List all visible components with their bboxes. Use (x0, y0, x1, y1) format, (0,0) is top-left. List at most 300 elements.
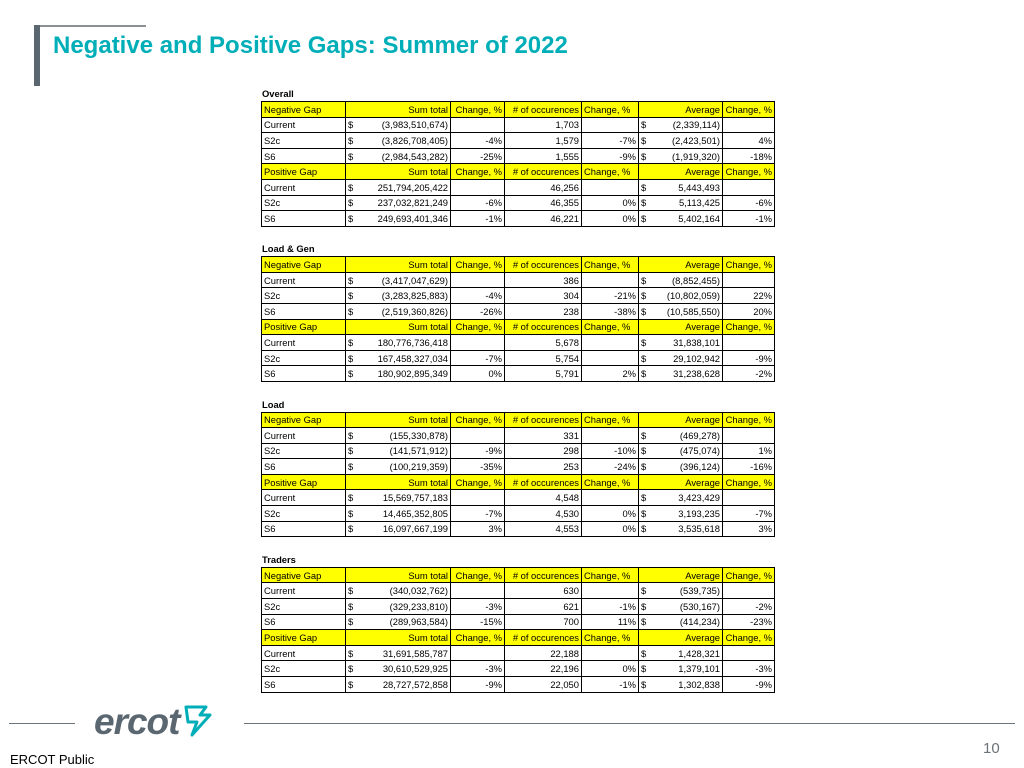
sum-total-cell-value: (329,233,810) (389, 600, 448, 612)
table-row (262, 148, 775, 164)
sum-change-cell: -26% (451, 304, 505, 320)
header-cell: # of occurences (505, 567, 582, 583)
sum-total-cell (346, 676, 451, 692)
table-row (262, 211, 775, 227)
sum-change-cell (451, 179, 505, 195)
average-cell-value: (414,234) (679, 616, 720, 628)
positive-gap-header-row (262, 630, 775, 646)
header-cell: Change, % (723, 257, 775, 273)
sum-total-cell (346, 614, 451, 630)
occurrences-change-cell (582, 490, 639, 506)
header-cell: # of occurences (505, 319, 582, 335)
row-label: S2c (262, 598, 346, 614)
header-cell: Average (639, 257, 723, 273)
average-change-cell (723, 179, 775, 195)
currency-symbol: $ (641, 507, 647, 519)
average-cell (639, 148, 723, 164)
occurrences-change-cell: -1% (582, 676, 639, 692)
sum-change-cell: -15% (451, 614, 505, 630)
average-cell-value: (396,124) (679, 461, 720, 473)
occurrences-change-cell: -38% (582, 304, 639, 320)
table-row (262, 506, 775, 522)
currency-symbol: $ (641, 368, 647, 380)
footer-divider-left (9, 723, 75, 724)
section-title: Overall (262, 88, 294, 99)
section-3 (261, 553, 773, 693)
currency-symbol: $ (348, 337, 354, 349)
table-row (262, 133, 775, 149)
average-cell (639, 211, 723, 227)
sum-total-cell (346, 211, 451, 227)
sum-total-cell (346, 428, 451, 444)
sum-total-cell (346, 304, 451, 320)
sum-change-cell (451, 117, 505, 133)
header-cell: Change, % (582, 630, 639, 646)
average-change-cell: -1% (723, 211, 775, 227)
sum-total-cell (346, 195, 451, 211)
sum-total-cell-value: (141,571,912) (389, 445, 448, 457)
currency-symbol: $ (348, 274, 354, 286)
currency-symbol: $ (348, 134, 354, 146)
currency-symbol: $ (641, 600, 647, 612)
average-change-cell: -16% (723, 459, 775, 475)
header-cell: Change, % (582, 474, 639, 490)
sum-total-cell (346, 179, 451, 195)
table-row (262, 598, 775, 614)
header-cell: Positive Gap (262, 164, 346, 180)
currency-symbol: $ (641, 305, 647, 317)
average-change-cell: -6% (723, 195, 775, 211)
sum-total-cell (346, 521, 451, 537)
currency-symbol: $ (348, 507, 354, 519)
average-cell-value: 31,238,628 (673, 368, 720, 380)
page-number: 10 (983, 740, 1000, 757)
section-title: Traders (262, 553, 296, 565)
table-row (262, 614, 775, 630)
occurrences-cell: 46,221 (505, 211, 582, 227)
occurrences-cell: 621 (505, 598, 582, 614)
header-cell: Positive Gap (262, 630, 346, 646)
currency-symbol: $ (348, 647, 354, 659)
average-change-cell: -18% (723, 148, 775, 164)
average-cell (639, 117, 723, 133)
sum-total-cell (346, 117, 451, 133)
average-cell (639, 490, 723, 506)
table-row (262, 490, 775, 506)
average-change-cell: -23% (723, 614, 775, 630)
occurrences-change-cell: 0% (582, 211, 639, 227)
occurrences-cell: 46,256 (505, 179, 582, 195)
header-cell: # of occurences (505, 257, 582, 273)
sum-total-cell-value: (2,984,543,282) (381, 150, 448, 162)
occurrences-cell: 22,196 (505, 661, 582, 677)
header-cell: Average (639, 567, 723, 583)
average-cell-value: (8,852,455) (672, 274, 720, 286)
header-cell: Sum total (346, 412, 451, 428)
sum-total-cell-value: (155,330,878) (389, 429, 448, 441)
header-cell: Negative Gap (262, 257, 346, 273)
row-label: S6 (262, 459, 346, 475)
average-cell (639, 583, 723, 599)
average-cell (639, 428, 723, 444)
average-change-cell: 3% (723, 521, 775, 537)
average-cell-value: 1,379,101 (678, 663, 720, 675)
sum-total-cell-value: (3,417,047,629) (381, 274, 448, 286)
occurrences-cell: 4,530 (505, 506, 582, 522)
average-change-cell: -9% (723, 676, 775, 692)
sum-total-cell-value: (100,219,359) (389, 461, 448, 473)
sum-total-cell (346, 288, 451, 304)
currency-symbol: $ (641, 585, 647, 597)
header-cell: Change, % (723, 164, 775, 180)
header-cell: Sum total (346, 257, 451, 273)
header-cell: Change, % (582, 102, 639, 118)
currency-symbol: $ (641, 663, 647, 675)
section-0 (261, 87, 773, 227)
sum-total-cell (346, 335, 451, 351)
average-change-cell: 1% (723, 443, 775, 459)
ercot-logo (94, 700, 234, 742)
row-label: S6 (262, 366, 346, 382)
occurrences-change-cell (582, 272, 639, 288)
sum-total-cell (346, 598, 451, 614)
occurrences-change-cell: 11% (582, 614, 639, 630)
header-cell: Negative Gap (262, 412, 346, 428)
sum-total-cell (346, 148, 451, 164)
row-label: Current (262, 179, 346, 195)
header-cell: Change, % (451, 630, 505, 646)
occurrences-cell: 253 (505, 459, 582, 475)
average-cell-value: (1,919,320) (672, 150, 720, 162)
sum-total-cell-value: (3,983,510,674) (381, 119, 448, 131)
table-row (262, 366, 775, 382)
row-label: S2c (262, 506, 346, 522)
occurrences-cell: 630 (505, 583, 582, 599)
occurrences-cell: 1,579 (505, 133, 582, 149)
row-label: S6 (262, 676, 346, 692)
average-change-cell (723, 490, 775, 506)
row-label: S6 (262, 304, 346, 320)
average-change-cell: 4% (723, 133, 775, 149)
occurrences-cell: 22,050 (505, 676, 582, 692)
currency-symbol: $ (641, 134, 647, 146)
header-cell: Average (639, 102, 723, 118)
currency-symbol: $ (348, 445, 354, 457)
sum-total-cell-value: 16,097,667,199 (382, 523, 448, 535)
positive-gap-header-row (262, 474, 775, 490)
gap-table (261, 256, 775, 382)
currency-symbol: $ (641, 647, 647, 659)
header-cell: Sum total (346, 164, 451, 180)
gap-tables (261, 87, 773, 708)
page-title: Negative and Positive Gaps: Summer of 2022 (53, 32, 568, 59)
average-cell-value: 1,302,838 (678, 678, 720, 690)
average-cell-value: 5,443,493 (678, 181, 720, 193)
occurrences-cell: 5,754 (505, 350, 582, 366)
average-cell (639, 521, 723, 537)
occurrences-cell: 331 (505, 428, 582, 444)
sum-total-cell-value: 31,691,585,787 (382, 647, 448, 659)
occurrences-cell: 4,548 (505, 490, 582, 506)
logo-wordmark: ercot (94, 700, 180, 742)
occurrences-change-cell (582, 179, 639, 195)
average-cell-value: 5,402,164 (678, 212, 720, 224)
row-label: Current (262, 272, 346, 288)
sum-total-cell (346, 459, 451, 475)
section-1 (261, 242, 773, 382)
occurrences-change-cell (582, 428, 639, 444)
average-change-cell (723, 335, 775, 351)
header-cell: Change, % (582, 164, 639, 180)
header-cell: Change, % (582, 257, 639, 273)
currency-symbol: $ (641, 337, 647, 349)
average-cell-value: (10,802,059) (666, 290, 720, 302)
header-cell: # of occurences (505, 630, 582, 646)
header-cell: Change, % (451, 474, 505, 490)
occurrences-change-cell: -24% (582, 459, 639, 475)
average-cell (639, 195, 723, 211)
average-cell-value: (2,423,501) (672, 134, 720, 146)
occurrences-change-cell (582, 583, 639, 599)
sum-total-cell (346, 661, 451, 677)
header-cell: Average (639, 319, 723, 335)
header-cell: Change, % (451, 164, 505, 180)
gap-table (261, 101, 775, 227)
positive-gap-header-row (262, 164, 775, 180)
table-row (262, 583, 775, 599)
sum-total-cell-value: (340,032,762) (389, 585, 448, 597)
header-cell: Change, % (451, 257, 505, 273)
sum-change-cell (451, 583, 505, 599)
section-title: Load (262, 398, 285, 410)
sum-total-cell (346, 350, 451, 366)
title-accent-bar (34, 25, 40, 86)
currency-symbol: $ (348, 212, 354, 224)
occurrences-change-cell: -1% (582, 598, 639, 614)
header-cell: Change, % (723, 319, 775, 335)
occurrences-change-cell: 0% (582, 195, 639, 211)
currency-symbol: $ (348, 368, 354, 380)
header-cell: Change, % (723, 102, 775, 118)
row-label: Current (262, 583, 346, 599)
sum-total-cell-value: 180,902,895,349 (377, 368, 448, 380)
header-cell: Change, % (451, 567, 505, 583)
average-cell-value: (2,339,114) (672, 119, 720, 131)
sum-total-cell-value: 249,693,401,346 (377, 212, 448, 224)
table-row (262, 661, 775, 677)
occurrences-cell: 5,678 (505, 335, 582, 351)
occurrences-change-cell: -7% (582, 133, 639, 149)
occurrences-cell: 304 (505, 288, 582, 304)
negative-gap-header-row (262, 102, 775, 118)
average-cell (639, 443, 723, 459)
currency-symbol: $ (641, 197, 647, 209)
table-row (262, 428, 775, 444)
occurrences-change-cell (582, 350, 639, 366)
section-2 (261, 398, 773, 538)
sum-total-cell (346, 272, 451, 288)
sum-change-cell: -4% (451, 288, 505, 304)
header-cell: Change, % (582, 319, 639, 335)
sum-change-cell (451, 335, 505, 351)
occurrences-change-cell (582, 335, 639, 351)
average-cell (639, 645, 723, 661)
occurrences-cell: 238 (505, 304, 582, 320)
sum-change-cell: 0% (451, 366, 505, 382)
header-cell: # of occurences (505, 102, 582, 118)
average-cell (639, 304, 723, 320)
section-title: Load & Gen (262, 243, 315, 255)
currency-symbol: $ (641, 181, 647, 193)
average-cell (639, 272, 723, 288)
header-cell: Change, % (723, 412, 775, 428)
occurrences-change-cell: 0% (582, 506, 639, 522)
header-cell: # of occurences (505, 412, 582, 428)
footer-divider-right (244, 723, 1015, 724)
average-cell-value: (539,735) (679, 585, 720, 597)
sum-total-cell (346, 443, 451, 459)
sum-total-cell-value: 237,032,821,249 (377, 197, 448, 209)
positive-gap-header-row (262, 319, 775, 335)
sum-total-cell-value: 180,776,736,418 (377, 337, 448, 349)
header-cell: Negative Gap (262, 102, 346, 118)
average-change-cell (723, 272, 775, 288)
sum-total-cell-value: (3,826,708,405) (381, 134, 448, 146)
currency-symbol: $ (348, 492, 354, 504)
sum-change-cell: -6% (451, 195, 505, 211)
row-label: Current (262, 428, 346, 444)
sum-change-cell: -9% (451, 443, 505, 459)
currency-symbol: $ (641, 492, 647, 504)
row-label: S2c (262, 133, 346, 149)
sum-change-cell: -7% (451, 350, 505, 366)
header-cell: Average (639, 474, 723, 490)
row-label: S2c (262, 195, 346, 211)
gap-table (261, 412, 775, 538)
average-cell (639, 335, 723, 351)
negative-gap-header-row (262, 567, 775, 583)
sum-total-cell (346, 583, 451, 599)
occurrences-cell: 4,553 (505, 521, 582, 537)
header-cell: Change, % (723, 474, 775, 490)
currency-symbol: $ (641, 274, 647, 286)
average-cell (639, 676, 723, 692)
currency-symbol: $ (348, 352, 354, 364)
average-change-cell: -2% (723, 598, 775, 614)
average-change-cell: -3% (723, 661, 775, 677)
currency-symbol: $ (348, 461, 354, 473)
negative-gap-header-row (262, 412, 775, 428)
table-row (262, 459, 775, 475)
sum-change-cell (451, 645, 505, 661)
currency-symbol: $ (641, 461, 647, 473)
row-label: S6 (262, 211, 346, 227)
header-cell: Change, % (582, 412, 639, 428)
currency-symbol: $ (348, 181, 354, 193)
table-row (262, 195, 775, 211)
sum-total-cell (346, 133, 451, 149)
row-label: S6 (262, 521, 346, 537)
title-accent-line (34, 25, 146, 27)
header-cell: Change, % (451, 319, 505, 335)
table-row (262, 676, 775, 692)
average-cell (639, 288, 723, 304)
occurrences-cell: 46,355 (505, 195, 582, 211)
row-label: Current (262, 117, 346, 133)
currency-symbol: $ (641, 150, 647, 162)
sum-total-cell-value: (2,519,360,826) (381, 305, 448, 317)
average-cell-value: 5,113,425 (678, 197, 720, 209)
average-cell-value: 31,838,101 (673, 337, 720, 349)
table-row (262, 443, 775, 459)
header-cell: Positive Gap (262, 474, 346, 490)
average-change-cell: -7% (723, 506, 775, 522)
header-cell: Change, % (723, 567, 775, 583)
currency-symbol: $ (348, 663, 354, 675)
average-cell-value: 3,193,235 (678, 507, 720, 519)
sum-total-cell-value: 30,610,529,925 (382, 663, 448, 675)
sum-change-cell (451, 490, 505, 506)
sum-change-cell: -7% (451, 506, 505, 522)
average-change-cell (723, 117, 775, 133)
average-change-cell (723, 428, 775, 444)
sum-change-cell (451, 272, 505, 288)
occurrences-change-cell: 2% (582, 366, 639, 382)
currency-symbol: $ (348, 150, 354, 162)
sum-total-cell (346, 506, 451, 522)
currency-symbol: $ (641, 212, 647, 224)
occurrences-change-cell (582, 117, 639, 133)
average-cell (639, 179, 723, 195)
sum-change-cell: -35% (451, 459, 505, 475)
sum-total-cell-value: 14,465,352,805 (382, 507, 448, 519)
bolt-swirl-icon (182, 703, 212, 739)
currency-symbol: $ (641, 352, 647, 364)
header-cell: # of occurences (505, 164, 582, 180)
average-cell-value: (530,167) (679, 600, 720, 612)
currency-symbol: $ (641, 429, 647, 441)
sum-total-cell-value: (3,283,825,883) (381, 290, 448, 302)
row-label: Current (262, 645, 346, 661)
average-change-cell (723, 583, 775, 599)
table-row (262, 117, 775, 133)
gap-table (261, 567, 775, 693)
table-row (262, 645, 775, 661)
header-cell: Sum total (346, 319, 451, 335)
currency-symbol: $ (641, 616, 647, 628)
row-label: S2c (262, 350, 346, 366)
header-cell: Average (639, 630, 723, 646)
header-cell: Sum total (346, 474, 451, 490)
header-cell: Sum total (346, 630, 451, 646)
occurrences-cell: 1,703 (505, 117, 582, 133)
sum-change-cell: -25% (451, 148, 505, 164)
sum-total-cell (346, 366, 451, 382)
currency-symbol: $ (641, 290, 647, 302)
average-change-cell (723, 645, 775, 661)
header-cell: Change, % (582, 567, 639, 583)
currency-symbol: $ (641, 678, 647, 690)
sum-change-cell (451, 428, 505, 444)
header-cell: Average (639, 412, 723, 428)
table-row (262, 272, 775, 288)
average-cell-value: 3,423,429 (678, 492, 720, 504)
occurrences-cell: 1,555 (505, 148, 582, 164)
occurrences-change-cell: 0% (582, 661, 639, 677)
row-label: S6 (262, 148, 346, 164)
row-label: S2c (262, 288, 346, 304)
header-cell: Sum total (346, 567, 451, 583)
